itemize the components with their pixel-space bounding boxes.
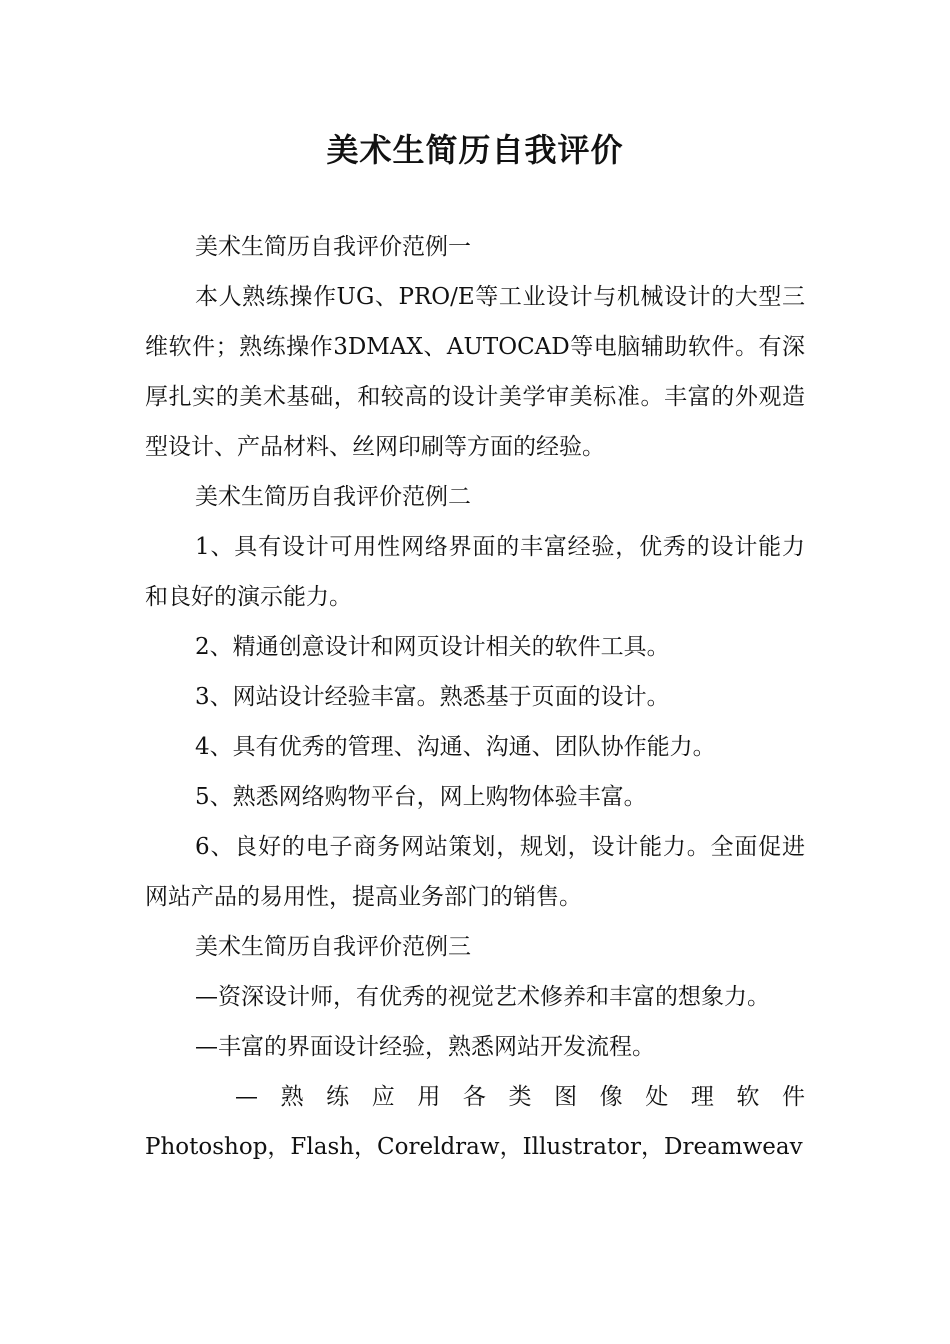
list-item-3: 3、网站设计经验丰富。熟悉基于页面的设计。: [195, 684, 670, 710]
list-item-4: 4、具有优秀的管理、沟通、沟通、团队协作能力。: [195, 734, 716, 760]
section-heading-example-1: 美术生简历自我评价范例一: [195, 234, 471, 260]
list-item-5: 5、熟悉网络购物平台，网上购物体验丰富。: [195, 784, 647, 810]
document-body: [145, 222, 805, 1172]
dash-item-1: —资深设计师，有优秀的视觉艺术修养和丰富的想象力。: [195, 984, 770, 1010]
software-list-line: Photoshop，Flash，Coreldraw，Illustrator，Dreamweav: [145, 1134, 803, 1160]
list-item-1: 1、具有设计可用性网络界面的丰富经验，优秀的设计能力和良好的演示能力。: [145, 534, 805, 610]
document-title: 美术生简历自我评价: [326, 131, 624, 169]
paragraph-example-1-body: 本人熟练操作UG、PRO/E等工业设计与机械设计的大型三维软件；熟练操作3DMAX、AUTOCAD等电脑辅助软件。有深厚扎实的美术基础，和较高的设计美学审美标准。丰富的外观造型设计、产品材料、丝网印刷等方面的经验。: [145, 284, 805, 460]
list-item-6: 6、良好的电子商务网站策划，规划，设计能力。全面促进网站产品的易用性，提高业务部门的销售。: [145, 834, 805, 910]
section-heading-example-2: 美术生简历自我评价范例二: [195, 484, 471, 510]
section-heading-example-3: 美术生简历自我评价范例三: [195, 934, 471, 960]
dash-item-2: —丰富的界面设计经验，熟悉网站开发流程。: [195, 1034, 655, 1060]
list-item-2: 2、精通创意设计和网页设计相关的软件工具。: [195, 634, 670, 660]
dash-item-3: —熟练应用各类图像处理软件: [235, 1084, 805, 1110]
